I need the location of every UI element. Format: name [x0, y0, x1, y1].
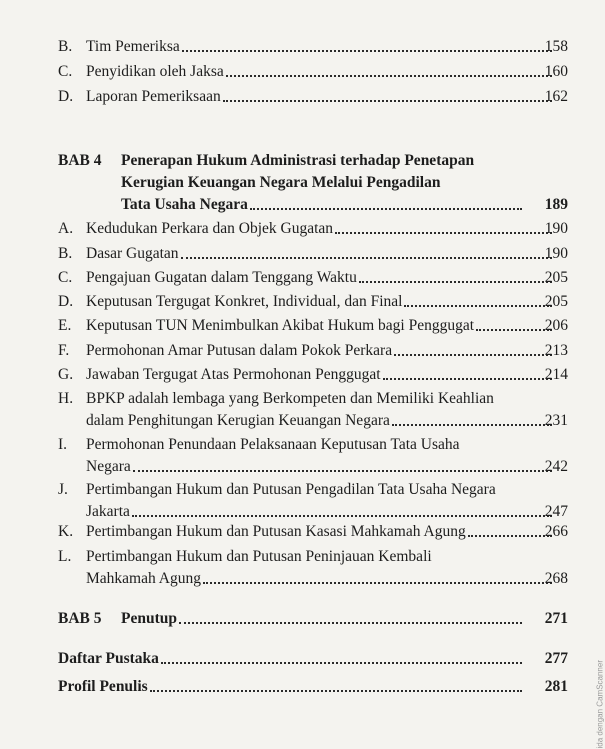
- entry-letter: B.: [58, 38, 73, 55]
- bab4-page: 189: [544, 196, 568, 213]
- toc-entry[interactable]: L. Pertimbangan Hukum dan Putusan Peninjauan Kembali Mahkamah Agung 268: [58, 548, 568, 587]
- entry-title: Tim Pemeriksa: [86, 36, 556, 58]
- bab4-title: Penerapan Hukum Administrasi terhadap Penetapan Kerugian Keuangan Negara Melalui Pengadilan Tata Usaha Negara: [121, 150, 521, 216]
- entry-title: Penyidikan oleh Jaksa: [86, 61, 556, 83]
- entry-page: 158: [544, 38, 568, 55]
- bab4-number: BAB 4: [58, 152, 102, 169]
- daftar-pustaka-entry[interactable]: Daftar Pustaka 277: [58, 650, 568, 667]
- entry-page: 160: [544, 63, 568, 80]
- entry-letter: D.: [58, 88, 74, 105]
- toc-entry[interactable]: I. Permohonan Penundaan Pelaksanaan Keputusan Tata Usaha Negara 242: [58, 436, 568, 475]
- bab4-heading[interactable]: [58, 150, 568, 216]
- profil-penulis-entry[interactable]: Profil Penulis 281: [58, 678, 568, 695]
- toc-page: B. Tim Pemeriksa 158 C. Penyidikan oleh Jaksa 160 D. Laporan Pemeriksaan 162 BAB 4 Penerapan Hukum Administrasi terhadap Penetapan Kerugian Keuangan Negara Melalui Pengadilan Tata Usaha Negara 189 A. Kedudukan Perkara dan Objek Gugatan 190 B. Dasar Gugatan 190 C. Pengajuan Gugatan dalam Tenggang Waktu 205 D. Keputusan Tergugat Konkret, Individual, dan Final 205 E. Keputusan TUN Menimbulkan Akibat Hukum bagi Penggugat 206 F. Permohonan Amar Putusan dalam Pokok Perkara 213 G. Jawaban Tergugat Atas Permohonan Penggugat 214 H. BPKP adalah lembaga yang Berkompeten dan Memiliki Keahlian dalam Penghitungan Kerugian Keuangan Negara 231 I. Permohonan Penundaan Pelaksanaan Keputusan Tata Usaha Negara 242 J. Pertimbangan Hukum dan Putusan Pengadilan Tata Usaha Negara Jakarta 247 K. Pertimbangan Hukum dan Putusan Kasasi Mahkamah Agung 266 L. Pertimbangan Hukum dan Putusan Peninjauan Kembali Mahkamah Agung 268 BAB 5 Penutup 271 Daftar Pustaka 277 Profil Penulis 281 ida dengan CamScanner: [58, 38, 605, 749]
- entry-page: 162: [544, 88, 568, 105]
- entry-letter: C.: [58, 63, 73, 80]
- toc-entry[interactable]: J. Pertimbangan Hukum dan Putusan Pengadilan Tata Usaha Negara Jakarta 247: [58, 481, 568, 520]
- bab5-heading[interactable]: BAB 5 Penutup 271: [58, 610, 568, 627]
- entry-title: Laporan Pemeriksaan: [86, 86, 556, 108]
- toc-entry[interactable]: H. BPKP adalah lembaga yang Berkompeten dan Memiliki Keahlian dalam Penghitungan Kerugian Keuangan Negara 231: [58, 390, 568, 429]
- scanner-watermark: ida dengan CamScanner: [596, 660, 605, 749]
